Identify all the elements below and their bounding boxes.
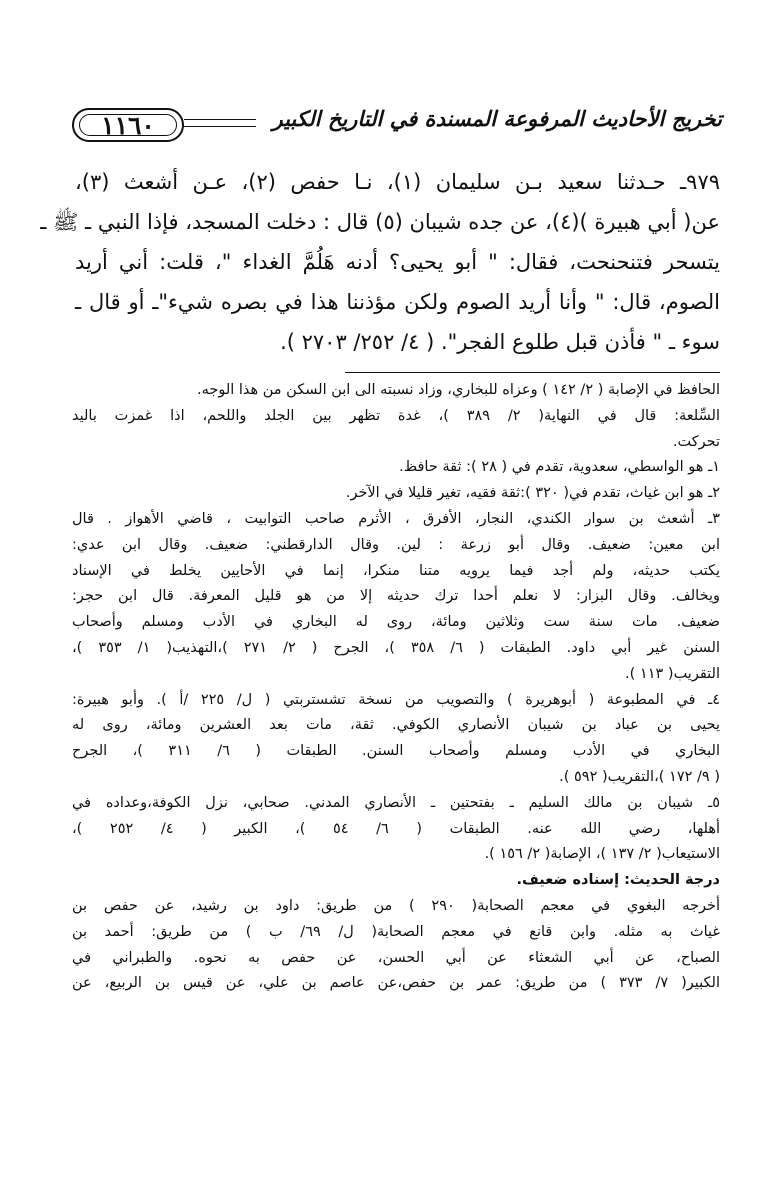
footnote-line: يكتب حديثه، ولم أجد فيما يرويه متنا منكرا، إنما في الأحايين يخلط في الإسناد xyxy=(72,562,720,579)
footnote-line: الكبير( ٧/ ٣٧٣ ) من طريق: عمر بن حفص،عن عاصم بن علي، عن قيس بن الربيع، عن xyxy=(72,975,720,992)
footnote-line: ٣ـ أشعث بن سوار الكندي، النجار، الأفرق ، الأثرم صاحب التوابيت ، قاضي الأهواز . قال xyxy=(72,510,720,527)
main-line: ٩٧٩ـ حـدثنا سعيد بـن سليمان (١)، نـا حفص (٢)، عـن أشعث (٣)، xyxy=(75,170,721,194)
footnotes xyxy=(72,378,720,997)
footnote-line: ابن معين: ضعيف. وقال أبو زرعة : لين. وقال الدارقطني: ضعيف. وقال ابن عدي: xyxy=(72,536,720,553)
footnote-line: التقريب( ١١٣ ). xyxy=(625,665,720,682)
footnote-line: تحركت. xyxy=(672,433,720,450)
page-header xyxy=(72,108,722,148)
footnote-line: البخاري في الأدب ومسلم وأصحاب السنن. الطبقات ( ٦/ ٣١١ )، الجرح xyxy=(72,743,720,760)
footnote-line: ( ٩/ ١٧٢ )،التقريب( ٥٩٢ ). xyxy=(559,768,720,785)
hadith-grade-heading: درجة الحديث: إسناده ضعيف. xyxy=(516,872,720,889)
footnote-line: ضعيف. مات سنة ست وثلاثين ومائة، روى له البخاري في الأدب ومسلم وأصحاب xyxy=(72,614,720,631)
footnote-line: الصباح، عن أبي الشعثاء عن أبي الحسن، عن حفص به نحوه. والطبراني في xyxy=(72,949,720,966)
main-line: يتسحر فتنحنحت، فقال: " أبو يحيى؟ أدنه هَلُمَّ الغداء "، قلت: أني أريد xyxy=(75,250,720,274)
footnote-line: غياث به مثله. وابن قانع في معجم الصحابة( ل/ ٦٩/ ب ) من طريق: أحمد بن xyxy=(72,923,720,940)
footnote-line: أهلها، رضي الله عنه. الطبقات ( ٦/ ٥٤ )، الكبير ( ٤/ ٢٥٢ )، xyxy=(72,820,720,837)
footnote-line: ٥ـ شيبان بن مالك السليم ـ بفتحتين ـ الأنصاري المدني. صحابي، نزل الكوفة،وعداده في xyxy=(72,794,720,811)
main-line: سوء ـ " فأذن قبل طلوع الفجر". ( ٤/ ٢٥٢/ ٢٧٠٣ ). xyxy=(280,330,720,354)
header-rule xyxy=(184,119,256,127)
footnote-line: الحافظ في الإصابة ( ٢/ ١٤٢ ) وعزاه للبخاري، وزاد نسبته الى ابن السكن من هذا الوجه. xyxy=(196,382,720,398)
footnote-line: ويخالف. وقال البزار: لا نعلم أحدا ترك حديثه إلا من هو قليل المعرفة. قال ابن حجر: xyxy=(72,588,720,605)
footnote-line: أخرجه البغوي في معجم الصحابة( ٢٩٠ ) من طريق: داود بن رشيد، عن حفص بن xyxy=(72,897,720,914)
footnote-line: يحيى بن عباد بن شيبان الأنصاري الكوفي. ثقة، مات بعد العشرين ومائة، روى له xyxy=(72,717,720,734)
footnote-line: السنن غير أبي داود. الطبقات ( ٦/ ٣٥٨ )، الجرح ( ٢/ ٢٧١ )،التهذيب( ١/ ٣٥٣ )، xyxy=(72,639,720,656)
page-number: ١١٦٠ xyxy=(101,110,155,140)
footnote-line: الاستيعاب( ٢/ ١٣٧ )، الإصابة( ٢/ ١٥٦ ). xyxy=(484,846,720,863)
running-title: تخريج الأحاديث المرفوعة المسندة في التاريخ الكبير xyxy=(272,106,722,131)
main-line: الصوم، قال: " وأنا أريد الصوم ولكن مؤذننا هذا في بصره شيء"ـ أو قال ـ xyxy=(75,290,720,314)
footnote-line: ١ـ هو الواسطي، سعدوية، تقدم في ( ٢٨ ): ثقة حافظ. xyxy=(399,459,720,476)
footnote-line: ٤ـ في المطبوعة ( أبوهريرة ) والتصويب من نسخة تشستربتي ( ل/ ٢٢٥ /أ ). وأبو هبيرة: xyxy=(72,691,720,708)
hadith-text xyxy=(40,162,721,362)
footnote-line: السِّلعة: قال في النهاية( ٢/ ٣٨٩ )، غدة تظهر بين الجلد واللحم، اذا غمزت باليد xyxy=(72,407,720,424)
page-number-frame xyxy=(72,108,184,142)
footnote-separator xyxy=(345,372,720,373)
main-line: عن( أبي هبيرة )(٤)، عن جده شيبان (٥) قال : دخلت المسجد، فإذا النبي ـ ﷺ ـ xyxy=(40,210,720,234)
footnote-line: ٢ـ هو ابن غياث، تقدم في( ٣٢٠ ):ثقة فقيه، تغير قليلا في الآخر. xyxy=(345,485,720,502)
